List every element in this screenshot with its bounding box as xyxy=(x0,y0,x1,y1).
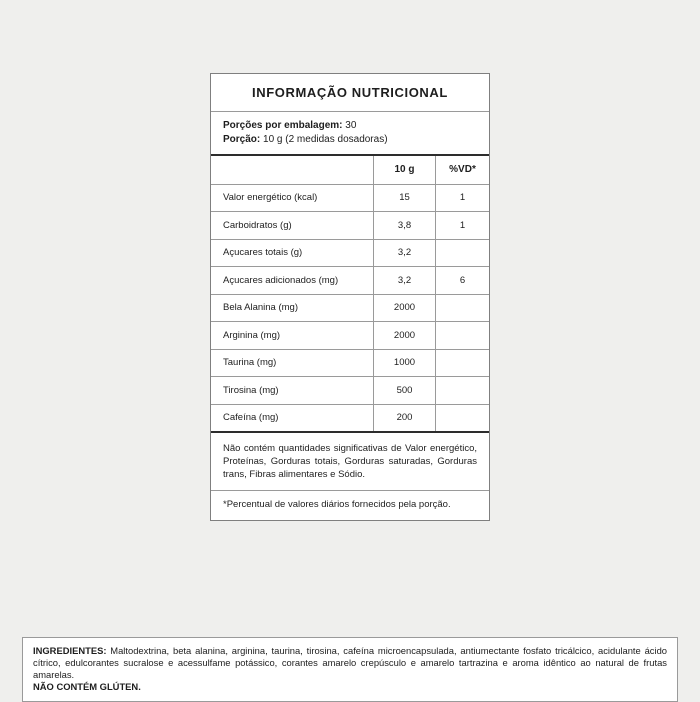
header-dv-cell: %VD* xyxy=(435,156,489,184)
nutrient-label: Valor energético (kcal) xyxy=(223,192,318,204)
nutrient-label: Arginina (mg) xyxy=(223,329,281,341)
table-row xyxy=(211,404,489,432)
nutrient-amount: 15 xyxy=(373,185,435,212)
nutrition-facts-table xyxy=(210,73,490,521)
portion-value: 10 g (2 medidas dosadoras) xyxy=(263,133,388,145)
nutrient-dv: 1 xyxy=(435,185,489,212)
nutrient-dv xyxy=(435,405,489,432)
nutrient-amount: 3,2 xyxy=(373,240,435,267)
nutrient-amount: 2000 xyxy=(373,295,435,322)
ingredients-box xyxy=(22,637,678,702)
portion-line xyxy=(223,133,477,147)
nutrient-amount: 1000 xyxy=(373,350,435,377)
table-header-row xyxy=(211,156,489,184)
nutrient-label: Cafeína (mg) xyxy=(223,412,279,424)
nutrient-dv xyxy=(435,322,489,349)
table-row xyxy=(211,266,489,294)
nutrient-amount: 2000 xyxy=(373,322,435,349)
nutrient-dv: 6 xyxy=(435,267,489,294)
ingredients-text: Maltodextrina, beta alanina, arginina, taurina, tirosina, cafeína microencapsulada, antiumectante fosfato tricálcico, acidulante ácido cítrico, edulcorantes sucralose e acessulfame potássico, corantes amarelo crepúsculo e amarelo tartrazina e aroma idêntico ao natural de frutas amarelas. xyxy=(33,645,667,680)
serving-info-section xyxy=(211,112,489,156)
nutrient-amount: 200 xyxy=(373,405,435,432)
nutrient-dv xyxy=(435,240,489,267)
daily-value-footnote: *Percentual de valores diários fornecidos pela porção. xyxy=(223,499,451,510)
table-row xyxy=(211,376,489,404)
nutrient-amount: 3,8 xyxy=(373,212,435,239)
ingredients-label: INGREDIENTES: xyxy=(33,645,107,656)
table-row xyxy=(211,349,489,377)
nutrient-label: Açucares totais (g) xyxy=(223,247,303,259)
no-significant-amounts-note: Não contém quantidades significativas de Valor energético, Proteínas, Gorduras totais, Gorduras saturadas, Gorduras trans, Fibras alimentares e Sódio. xyxy=(211,431,489,491)
nutrient-amount: 500 xyxy=(373,377,435,404)
servings-per-package-value: 30 xyxy=(345,120,357,131)
servings-per-package-label: Porções por embalagem: xyxy=(223,120,343,131)
table-row xyxy=(211,321,489,349)
table-row xyxy=(211,211,489,239)
nutrition-table-title: INFORMAÇÃO NUTRICIONAL xyxy=(211,74,489,112)
nutrient-dv: 1 xyxy=(435,212,489,239)
servings-per-package-line xyxy=(223,119,477,133)
table-row xyxy=(211,184,489,212)
table-row xyxy=(211,294,489,322)
nutrient-label: Carboidratos (g) xyxy=(223,219,292,231)
nutrient-dv xyxy=(435,377,489,404)
nutrient-dv xyxy=(435,295,489,322)
nutrient-dv xyxy=(435,350,489,377)
portion-label: Porção: xyxy=(223,133,261,145)
table-row xyxy=(211,239,489,267)
header-amount-cell: 10 g xyxy=(373,156,435,184)
header-empty-cell xyxy=(211,156,373,184)
nutrient-amount: 3,2 xyxy=(373,267,435,294)
nutrient-label: Tirosina (mg) xyxy=(223,384,279,396)
nutrient-label: Açucares adicionados (mg) xyxy=(223,274,339,286)
nutrient-label: Bela Alanina (mg) xyxy=(223,302,298,314)
gluten-free-note: NÃO CONTÉM GLÚTEN. xyxy=(33,681,141,692)
nutrient-label: Taurina (mg) xyxy=(223,357,277,369)
